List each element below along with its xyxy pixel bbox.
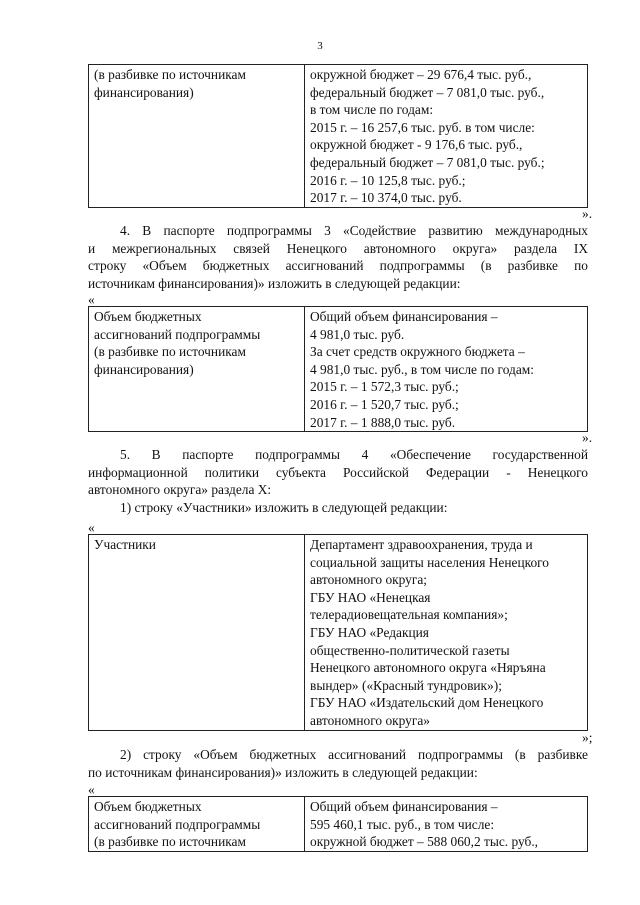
paragraph-line: строку «Объем бюджетных ассигнований подпрограммы (в разбивке по (88, 258, 588, 274)
table-text-line: 2017 г. – 10 374,0 тыс. руб. (310, 190, 462, 206)
table-text-line: 2015 г. – 1 572,3 тыс. руб.; (310, 379, 459, 395)
table-text-line: Участники (94, 537, 156, 552)
opening-quote: « (88, 782, 95, 797)
table-left-cell (89, 797, 305, 852)
closing-quote: ». (582, 206, 593, 221)
table-left-cell (89, 65, 305, 208)
table-right-cell (305, 535, 588, 731)
paragraph-line: и межрегиональных связей Ненецкого автономного округа» раздела IX (88, 240, 588, 256)
opening-quote: « (88, 292, 95, 307)
paragraph-line: источникам финансирования)» изложить в следующей редакции: (88, 275, 461, 291)
table-left-cell (89, 307, 305, 432)
table-text-line: общественно-политической газеты (310, 642, 510, 658)
table-text-line: автономного округа; (310, 572, 428, 588)
table-text-line: окружной бюджет – 588 060,2 тыс. руб., (310, 834, 539, 850)
paragraph-item-5 (88, 446, 588, 516)
opening-quote: « (88, 520, 95, 535)
table-text-line: ГБУ НАО «Ненецкая (310, 589, 431, 605)
table-text-line: телерадиовещательная компания»; (310, 607, 508, 623)
table-text-line: 2017 г. – 1 888,0 тыс. руб. (310, 414, 456, 430)
funding-table-continued (88, 64, 588, 208)
participants-table (88, 534, 588, 731)
paragraph-line: автономного округа» раздела X: (88, 482, 272, 498)
table-right-cell (305, 797, 588, 852)
table-text-line: федеральный бюджет – 7 081,0 тыс. руб., (310, 84, 545, 100)
table-text-line: Общий объем финансирования – (310, 309, 498, 324)
table-text-line: Объем бюджетных (94, 799, 202, 814)
table-right-cell (305, 65, 588, 208)
table-text-line: 595 460,1 тыс. руб., в том числе: (310, 816, 495, 832)
table-text-line: федеральный бюджет – 7 081,0 тыс. руб.; (310, 154, 545, 170)
table-text-line: (в разбивке по источникам (94, 834, 246, 850)
table-text-line: (в разбивке по источникам (94, 67, 246, 82)
paragraph-line: по источникам финансирования)» изложить в следующей редакции: (88, 764, 478, 780)
paragraph-line: 1) строку «Участники» изложить в следующей редакции: (120, 499, 448, 515)
table-text-line: 2015 г. – 16 257,6 тыс. руб. в том числе: (310, 119, 535, 135)
table-text-line: финансирования) (94, 361, 194, 377)
table-text-line: ассигнований подпрограммы (94, 816, 261, 832)
table-text-line: финансирования) (94, 84, 194, 100)
table-text-line: ГБУ НАО «Редакция (310, 624, 429, 640)
funding-table-subprogram-4 (88, 796, 588, 852)
table-text-line: Объем бюджетных (94, 309, 202, 324)
paragraph-line: информационной политики субъекта Российской Федерации - Ненецкого (88, 464, 588, 480)
table-text-line: Общий объем финансирования – (310, 799, 498, 814)
table-text-line: в том числе по годам: (310, 102, 434, 118)
table-text-line: социальной защиты населения Ненецкого (310, 554, 549, 570)
table-right-cell (305, 307, 588, 432)
table-text-line: окружной бюджет – 29 676,4 тыс. руб., (310, 67, 532, 82)
table-text-line: (в разбивке по источникам (94, 344, 246, 360)
table-text-line: Ненецкого автономного округа «Няръяна (310, 660, 546, 676)
table-text-line: ГБУ НАО «Издательский дом Ненецкого (310, 695, 544, 711)
paragraph-item-4 (88, 222, 588, 292)
table-text-line: За счет средств окружного бюджета – (310, 344, 525, 360)
funding-table-subprogram-3 (88, 306, 588, 432)
table-text-line: 2016 г. – 10 125,8 тыс. руб.; (310, 172, 466, 188)
table-text-line: 2016 г. – 1 520,7 тыс. руб.; (310, 396, 459, 412)
paragraph-item-5-2 (88, 746, 588, 781)
table-left-cell (89, 535, 305, 731)
table-text-line: автономного округа» (310, 712, 430, 728)
table-text-line: окружной бюджет - 9 176,6 тыс. руб., (310, 137, 523, 153)
table-text-line: вындер» («Красный тундровик»); (310, 677, 502, 693)
paragraph-line: 2) строку «Объем бюджетных ассигнований подпрограммы (в разбивке (120, 747, 588, 762)
table-text-line: 4 981,0 тыс. руб., в том числе по годам: (310, 361, 534, 377)
closing-quote: ». (582, 430, 593, 445)
table-text-line: 4 981,0 тыс. руб. (310, 326, 405, 342)
table-text-line: ассигнований подпрограммы (94, 326, 261, 342)
table-text-line: Департамент здравоохранения, труда и (310, 537, 533, 552)
closing-quote: »; (582, 730, 593, 745)
paragraph-line: 4. В паспорте подпрограммы 3 «Содействие развитию международных (120, 223, 588, 238)
page-number: 3 (317, 40, 323, 52)
paragraph-line: 5. В паспорте подпрограммы 4 «Обеспечение государственной (120, 447, 588, 462)
